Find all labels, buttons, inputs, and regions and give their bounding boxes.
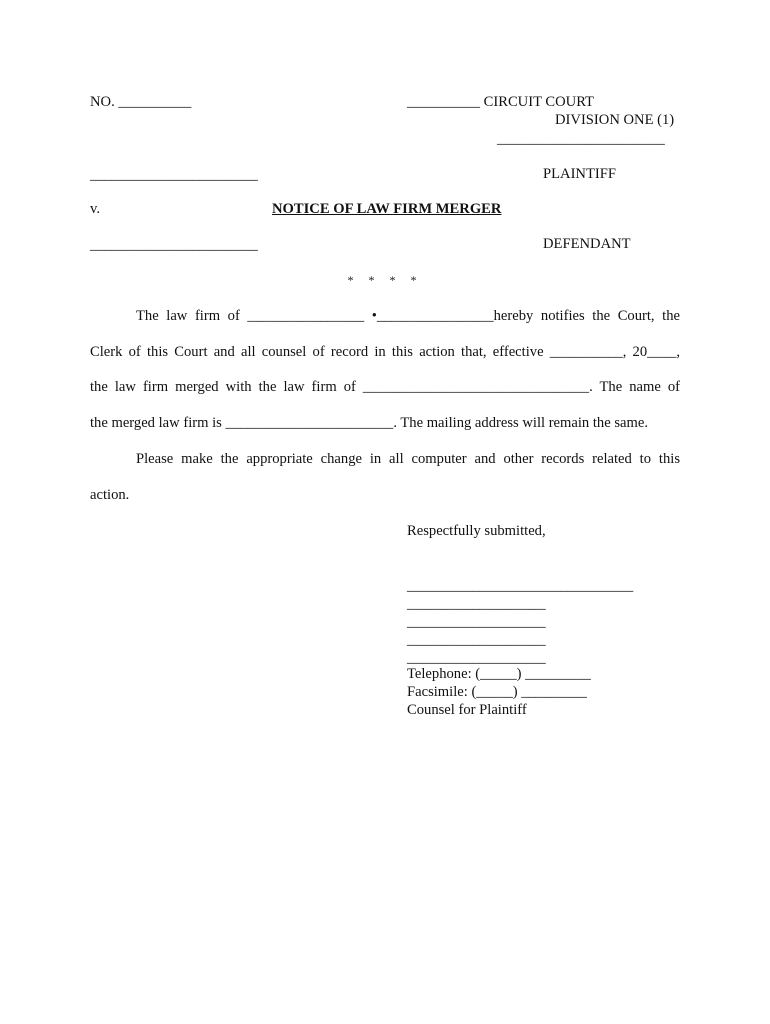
document-title: NOTICE OF LAW FIRM MERGER	[272, 201, 502, 217]
address-line-2: ___________________	[407, 650, 546, 666]
signature-line: _______________________________	[407, 578, 634, 594]
division-blank-line: _______________________	[497, 131, 665, 147]
firm-name-line: ___________________	[407, 614, 546, 630]
paragraph-1-line-4: the merged law firm is _______________________. The mailing address will remain the same.	[90, 415, 648, 431]
attorney-name-line: ___________________	[407, 596, 546, 612]
facsimile-line: Facsimile: (_____) _________	[407, 684, 587, 700]
defendant-label: DEFENDANT	[543, 236, 631, 252]
section-separator: * * * *	[347, 273, 423, 287]
plaintiff-name-line: _______________________	[90, 167, 258, 183]
paragraph-1-line-2: Clerk of this Court and all counsel of record in this action that, effective __________, 20____,	[90, 344, 680, 360]
paragraph-1-line-3: the law firm merged with the law firm of _______________________________. The name of	[90, 379, 680, 395]
versus-label: v.	[90, 201, 100, 217]
division-label: DIVISION ONE (1)	[555, 112, 675, 128]
paragraph-2-line-2: action.	[90, 487, 130, 503]
plaintiff-label: PLAINTIFF	[543, 166, 616, 182]
telephone-line: Telephone: (_____) _________	[407, 666, 591, 682]
paragraph-2-line-1: Please make the appropriate change in all computer and other records related to this	[136, 451, 680, 467]
paragraph-1-line-1: The law firm of ________________ •________________hereby notifies the Court, the	[136, 308, 680, 324]
closing-text: Respectfully submitted,	[407, 523, 546, 539]
counsel-label: Counsel for Plaintiff	[407, 702, 527, 718]
address-line-1: ___________________	[407, 632, 546, 648]
case-number: NO. __________	[90, 94, 192, 110]
defendant-name-line: _______________________	[90, 237, 258, 253]
court-name: __________ CIRCUIT COURT	[407, 94, 594, 110]
